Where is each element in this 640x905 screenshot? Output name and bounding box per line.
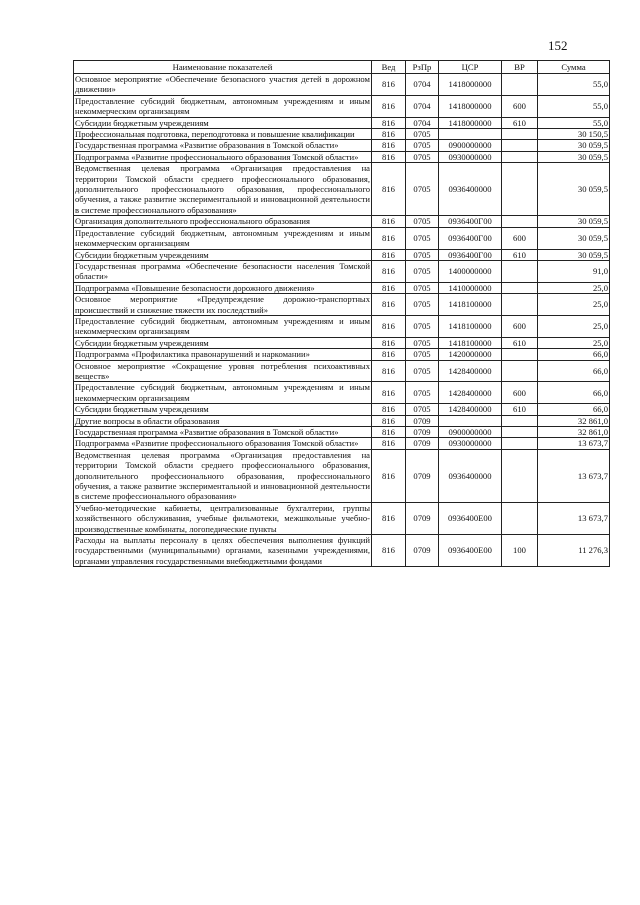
row-rzpr-cell: 0705 xyxy=(406,404,439,415)
row-rzpr-cell: 0709 xyxy=(406,502,439,534)
row-name-cell: Предоставление субсидий бюджетным, автономным учреждениям и иным некоммерческим организациям xyxy=(75,95,370,117)
row-ved-cell: 816 xyxy=(372,360,406,382)
row-csr-cell: 1428400000 xyxy=(439,404,502,415)
row-sum-cell: 91,0 xyxy=(538,260,610,282)
row-ved-cell: 816 xyxy=(372,337,406,348)
row-rzpr-cell: 0705 xyxy=(406,315,439,337)
row-csr-cell: 1418100000 xyxy=(439,294,502,316)
row-csr-cell: 0900000000 xyxy=(439,427,502,438)
row-sum-cell: 13 673,7 xyxy=(538,502,610,534)
row-name-cell: Предоставление субсидий бюджетным, автономным учреждениям и иным некоммерческим организациям xyxy=(75,382,370,403)
row-vr-cell: 100 xyxy=(502,535,538,567)
column-header-sum: Сумма xyxy=(538,61,610,74)
row-sum-cell: 13 673,7 xyxy=(538,449,610,502)
row-rzpr-cell: 0705 xyxy=(406,163,439,216)
row-csr-cell: 1410000000 xyxy=(439,282,502,293)
row-vr-cell: 610 xyxy=(502,249,538,260)
row-name-cell: Ведомственная целевая программа «Организация предоставления на территории Томской области среднего профессионального образования, дополнительного профессионального образования, профессионального обучения, а также развитие экспериментальной и инновационной деятельности в системе профессионального образования» xyxy=(75,163,370,215)
row-ved-cell: 816 xyxy=(372,282,406,293)
row-csr-cell: 1418100000 xyxy=(439,315,502,337)
row-csr-cell: 0900000000 xyxy=(439,140,502,151)
column-header-rzpr: РзПр xyxy=(406,61,439,74)
row-rzpr-cell: 0709 xyxy=(406,427,439,438)
row-sum-cell: 30 150,5 xyxy=(538,129,610,140)
row-sum-cell: 13 673,7 xyxy=(538,438,610,449)
table-header-row xyxy=(74,61,610,74)
row-rzpr-cell: 0705 xyxy=(406,140,439,151)
row-rzpr-cell: 0705 xyxy=(406,216,439,227)
row-rzpr-cell: 0704 xyxy=(406,95,439,117)
table-row xyxy=(74,227,610,249)
row-sum-cell: 66,0 xyxy=(538,349,610,360)
row-ved-cell: 816 xyxy=(372,502,406,534)
row-csr-cell: 1418000000 xyxy=(439,95,502,117)
row-sum-cell: 30 059,5 xyxy=(538,227,610,249)
row-name-cell: Основное мероприятие «Сокращение уровня потребления психоактивных веществ» xyxy=(75,360,370,381)
row-rzpr-cell: 0705 xyxy=(406,282,439,293)
table-row xyxy=(74,315,610,337)
row-vr-cell xyxy=(502,216,538,227)
page-number: 152 xyxy=(548,38,568,53)
row-ved-cell: 816 xyxy=(372,163,406,216)
table-row xyxy=(74,502,610,534)
row-ved-cell: 816 xyxy=(372,260,406,282)
table-row xyxy=(74,535,610,567)
row-vr-cell xyxy=(502,415,538,426)
row-sum-cell: 30 059,5 xyxy=(538,163,610,216)
row-csr-cell: 0930000000 xyxy=(439,438,502,449)
row-sum-cell: 25,0 xyxy=(538,282,610,293)
row-vr-cell: 610 xyxy=(502,117,538,128)
row-csr-cell: 1418000000 xyxy=(439,74,502,96)
row-ved-cell: 816 xyxy=(372,315,406,337)
row-ved-cell: 816 xyxy=(372,129,406,140)
row-rzpr-cell: 0705 xyxy=(406,249,439,260)
row-vr-cell xyxy=(502,427,538,438)
row-rzpr-cell: 0709 xyxy=(406,415,439,426)
row-rzpr-cell: 0705 xyxy=(406,260,439,282)
table-row xyxy=(74,260,610,282)
row-csr-cell: 1420000000 xyxy=(439,349,502,360)
row-csr-cell: 1428400000 xyxy=(439,360,502,382)
row-name-cell: Профессиональная подготовка, переподготовка и повышение квалификации xyxy=(74,129,372,140)
row-rzpr-cell: 0705 xyxy=(406,294,439,316)
row-rzpr-cell: 0709 xyxy=(406,535,439,567)
table-row xyxy=(74,427,610,438)
row-rzpr-cell: 0704 xyxy=(406,74,439,96)
row-rzpr-cell: 0705 xyxy=(406,337,439,348)
row-ved-cell: 816 xyxy=(372,404,406,415)
row-ved-cell: 816 xyxy=(372,438,406,449)
row-sum-cell: 55,0 xyxy=(538,117,610,128)
row-vr-cell: 610 xyxy=(502,337,538,348)
row-rzpr-cell: 0704 xyxy=(406,117,439,128)
row-ved-cell: 816 xyxy=(372,151,406,162)
row-ved-cell: 816 xyxy=(372,415,406,426)
row-vr-cell xyxy=(502,129,538,140)
row-ved-cell: 816 xyxy=(372,535,406,567)
row-csr-cell: 0936400000 xyxy=(439,163,502,216)
row-csr-cell: 1418100000 xyxy=(439,337,502,348)
row-rzpr-cell: 0705 xyxy=(406,151,439,162)
table-row xyxy=(74,337,610,348)
table-row xyxy=(74,438,610,449)
row-name-cell: Субсидии бюджетным учреждениям xyxy=(74,404,372,415)
row-csr-cell: 1418000000 xyxy=(439,117,502,128)
table-row xyxy=(74,216,610,227)
row-sum-cell: 25,0 xyxy=(538,337,610,348)
row-rzpr-cell: 0705 xyxy=(406,227,439,249)
table-row xyxy=(74,360,610,382)
row-name-cell: Основное мероприятие «Обеспечение безопасного участия детей в дорожном движении» xyxy=(75,74,370,95)
row-ved-cell: 816 xyxy=(372,74,406,96)
table-row xyxy=(74,95,610,117)
row-vr-cell xyxy=(502,151,538,162)
row-name-cell: Подпрограмма «Развитие профессионального образования Томской области» xyxy=(74,151,372,162)
row-ved-cell: 816 xyxy=(372,227,406,249)
row-vr-cell xyxy=(502,449,538,502)
row-name-cell: Организация дополнительного профессионального образования xyxy=(74,216,372,227)
row-sum-cell: 30 059,5 xyxy=(538,151,610,162)
row-csr-cell: 1428400000 xyxy=(439,382,502,404)
row-name-cell: Субсидии бюджетным учреждениям xyxy=(74,337,372,348)
row-ved-cell: 816 xyxy=(372,427,406,438)
column-header-vr: ВР xyxy=(502,61,538,74)
row-vr-cell: 610 xyxy=(502,404,538,415)
row-vr-cell: 600 xyxy=(502,315,538,337)
table-row xyxy=(74,449,610,502)
row-name-cell: Подпрограмма «Развитие профессионального образования Томской области» xyxy=(74,438,372,449)
column-header-csr: ЦСР xyxy=(439,61,502,74)
row-ved-cell: 816 xyxy=(372,294,406,316)
row-name-cell: Подпрограмма «Профилактика правонарушений и наркомании» xyxy=(74,349,372,360)
row-sum-cell: 30 059,5 xyxy=(538,249,610,260)
row-sum-cell: 55,0 xyxy=(538,95,610,117)
row-csr-cell: 0936400Г00 xyxy=(439,216,502,227)
row-sum-cell: 11 276,3 xyxy=(538,535,610,567)
table-row xyxy=(74,129,610,140)
row-ved-cell: 816 xyxy=(372,140,406,151)
row-rzpr-cell: 0705 xyxy=(406,349,439,360)
row-rzpr-cell: 0705 xyxy=(406,382,439,404)
table-row xyxy=(74,294,610,316)
table-row xyxy=(74,163,610,216)
row-name-cell: Предоставление субсидий бюджетным, автономным учреждениям и иным некоммерческим организациям xyxy=(75,315,370,337)
row-name-cell: Основное мероприятие «Предупреждение дорожно-транспортных происшествий и снижение тяжести их последствий» xyxy=(75,294,370,315)
row-vr-cell xyxy=(502,163,538,216)
row-name-cell: Субсидии бюджетным учреждениям xyxy=(74,249,372,260)
row-vr-cell: 600 xyxy=(502,382,538,404)
table-row xyxy=(74,282,610,293)
row-vr-cell xyxy=(502,260,538,282)
table-row xyxy=(74,117,610,128)
row-vr-cell xyxy=(502,294,538,316)
row-csr-cell: 0936400Е00 xyxy=(439,502,502,534)
row-ved-cell: 816 xyxy=(372,382,406,404)
row-name-cell: Расходы на выплаты персоналу в целях обеспечения выполнения функций государственными (муниципальными) органами, казенными учреждениями, органами управления государственными внебюджетными фондами xyxy=(75,535,370,566)
row-vr-cell xyxy=(502,349,538,360)
row-ved-cell: 816 xyxy=(372,216,406,227)
row-sum-cell: 55,0 xyxy=(538,74,610,96)
row-ved-cell: 816 xyxy=(372,449,406,502)
row-csr-cell xyxy=(439,129,502,140)
table-row xyxy=(74,382,610,404)
row-name-cell: Государственная программа «Развитие образования в Томской области» xyxy=(74,140,372,151)
row-csr-cell: 1400000000 xyxy=(439,260,502,282)
row-ved-cell: 816 xyxy=(372,117,406,128)
row-vr-cell: 600 xyxy=(502,227,538,249)
row-name-cell: Предоставление субсидий бюджетным, автономным учреждениям и иным некоммерческим организациям xyxy=(75,227,370,249)
table-row xyxy=(74,415,610,426)
row-sum-cell: 30 059,5 xyxy=(538,216,610,227)
row-rzpr-cell: 0709 xyxy=(406,438,439,449)
row-sum-cell: 66,0 xyxy=(538,360,610,382)
table-row xyxy=(74,349,610,360)
row-csr-cell: 0936400Г00 xyxy=(439,227,502,249)
row-name-cell: Субсидии бюджетным учреждениям xyxy=(74,117,372,128)
row-ved-cell: 816 xyxy=(372,95,406,117)
row-vr-cell xyxy=(502,282,538,293)
row-name-cell: Учебно-методические кабинеты, централизованные бухгалтерии, группы хозяйственного обслуживания, учебные фильмотеки, межшкольные учебно-производственные комбинаты, логопедические пункты xyxy=(75,502,370,534)
row-csr-cell: 0936400Г00 xyxy=(439,249,502,260)
row-rzpr-cell: 0705 xyxy=(406,129,439,140)
table-row xyxy=(74,140,610,151)
row-sum-cell: 66,0 xyxy=(538,404,610,415)
row-ved-cell: 816 xyxy=(372,249,406,260)
row-vr-cell xyxy=(502,74,538,96)
row-sum-cell: 25,0 xyxy=(538,294,610,316)
row-vr-cell xyxy=(502,360,538,382)
row-csr-cell: 0930000000 xyxy=(439,151,502,162)
row-name-cell: Подпрограмма «Повышение безопасности дорожного движения» xyxy=(74,282,372,293)
column-header-name: Наименование показателей xyxy=(74,61,372,74)
row-vr-cell xyxy=(502,438,538,449)
row-sum-cell: 32 861,0 xyxy=(538,415,610,426)
budget-table xyxy=(73,60,610,567)
row-rzpr-cell: 0709 xyxy=(406,449,439,502)
row-sum-cell: 25,0 xyxy=(538,315,610,337)
row-sum-cell: 32 861,0 xyxy=(538,427,610,438)
table-row xyxy=(74,151,610,162)
row-vr-cell: 600 xyxy=(502,95,538,117)
row-ved-cell: 816 xyxy=(372,349,406,360)
row-rzpr-cell: 0705 xyxy=(406,360,439,382)
row-name-cell: Государственная программа «Обеспечение безопасности населения Томской области» xyxy=(75,260,370,282)
row-vr-cell xyxy=(502,140,538,151)
row-csr-cell xyxy=(439,415,502,426)
column-header-ved: Вед xyxy=(372,61,406,74)
row-name-cell: Ведомственная целевая программа «Организация предоставления на территории Томской области среднего профессионального образования, дополнительного профессионального образования, профессионального обучения, а также развитие экспериментальной и инновационной деятельности в системе профессионального образования» xyxy=(75,449,370,502)
table-row xyxy=(74,74,610,96)
row-sum-cell: 66,0 xyxy=(538,382,610,404)
row-csr-cell: 0936400000 xyxy=(439,449,502,502)
row-name-cell: Другие вопросы в области образования xyxy=(74,415,372,426)
row-name-cell: Государственная программа «Развитие образования в Томской области» xyxy=(74,427,372,438)
table-row xyxy=(74,249,610,260)
row-csr-cell: 0936400Е00 xyxy=(439,535,502,567)
row-vr-cell xyxy=(502,502,538,534)
table-row xyxy=(74,404,610,415)
row-sum-cell: 30 059,5 xyxy=(538,140,610,151)
